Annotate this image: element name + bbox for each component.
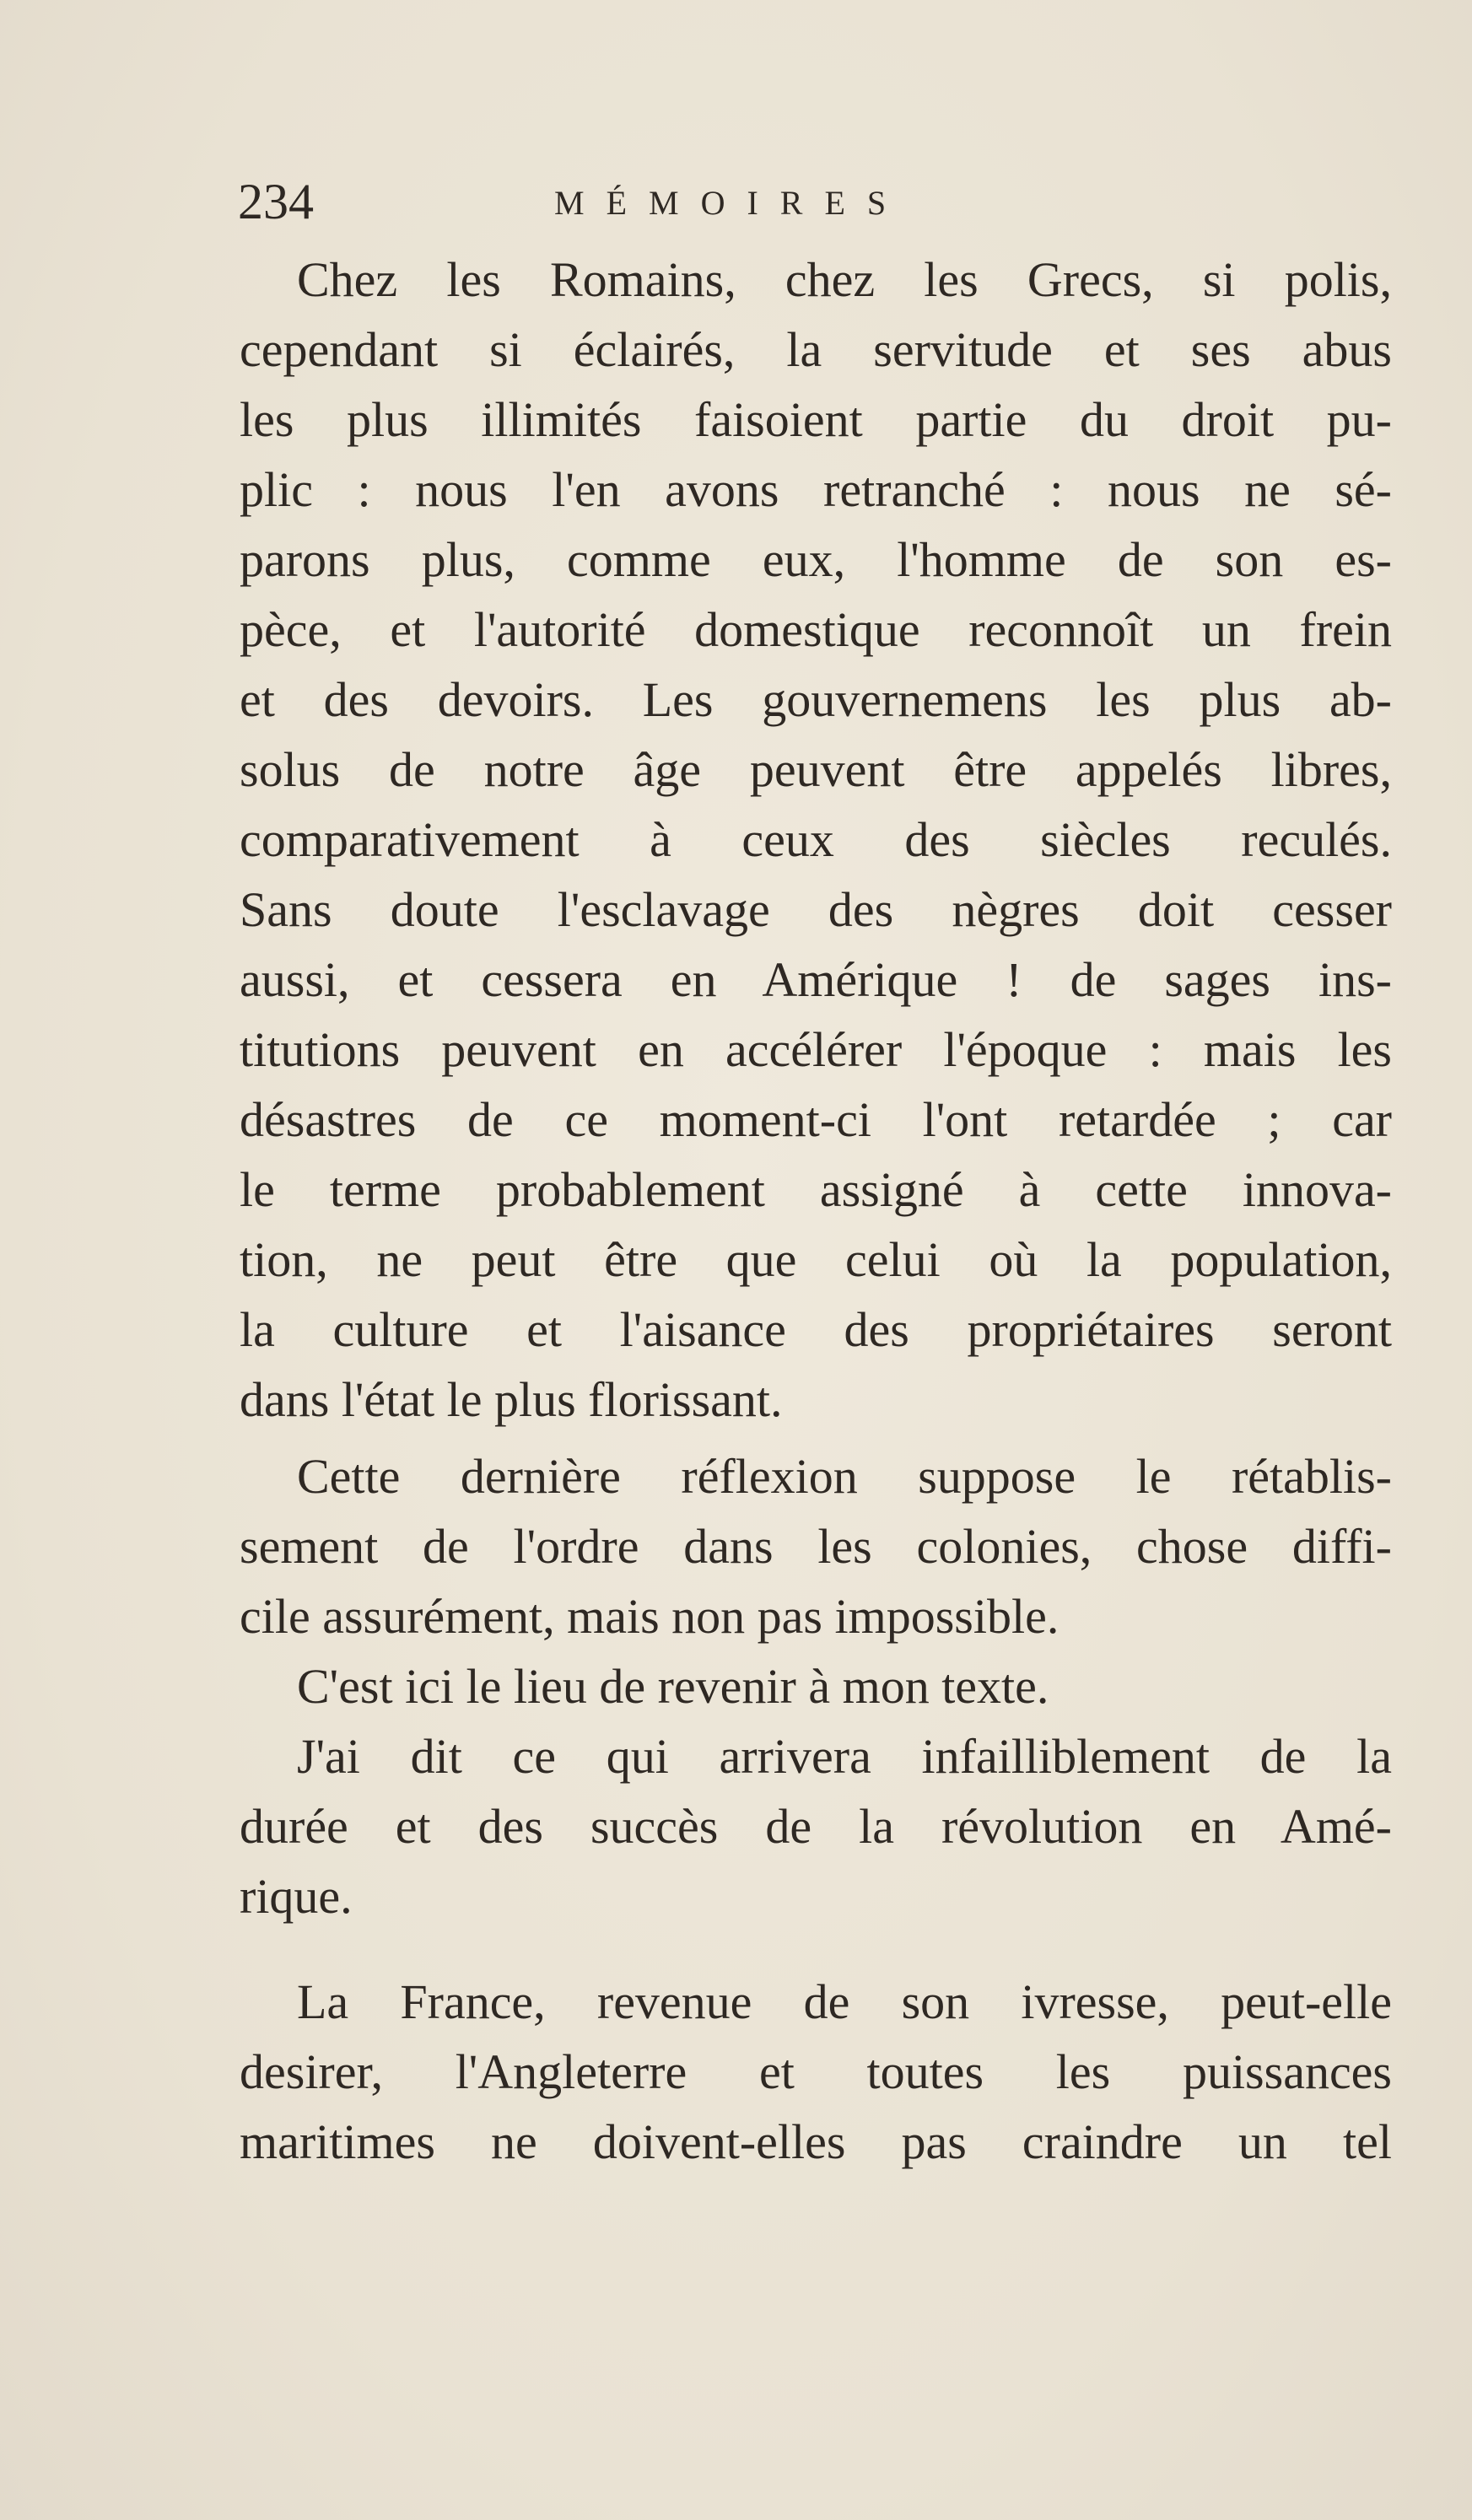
text-line: Chez les Romains, chez les Grecs, si polis,	[297, 252, 1392, 307]
text-line: desirer, l'Angleterre et toutes les puissances	[240, 2044, 1392, 2099]
text-line: C'est ici le lieu de revenir à mon texte.	[297, 1659, 1049, 1714]
text-line: durée et des succès de la révolution en Amé-	[240, 1799, 1392, 1854]
paragraph	[240, 245, 1392, 1435]
text-line: tion, ne peut être que celui où la population,	[240, 1232, 1392, 1287]
text-line: sement de l'ordre dans les colonies, chose diffi-	[240, 1519, 1392, 1574]
text-line: La France, revenue de son ivresse, peut-elle	[297, 1974, 1392, 2029]
text-line: cile assurément, mais non pas impossible.	[240, 1589, 1060, 1644]
paragraph	[240, 1441, 1392, 1651]
text-line: Cette dernière réflexion suppose le rétablis-	[297, 1449, 1392, 1504]
text-line: aussi, et cessera en Amérique ! de sages ins-	[240, 952, 1392, 1007]
text-line: parons plus, comme eux, l'homme de son es-	[240, 532, 1392, 587]
text-line: J'ai dit ce qui arrivera infailliblement de la	[297, 1729, 1392, 1784]
text-line: la culture et l'aisance des propriétaires seront	[240, 1302, 1392, 1357]
text-line: plic : nous l'en avons retranché : nous ne sé-	[240, 462, 1392, 517]
text-line: les plus illimités faisoient partie du droit pu-	[240, 392, 1392, 447]
paragraph	[240, 1721, 1392, 1931]
page-body-text	[240, 245, 1392, 2177]
text-line: rique.	[240, 1869, 353, 1924]
page-number: 234	[238, 174, 314, 229]
text-line: et des devoirs. Les gouvernemens les plus ab-	[240, 672, 1392, 727]
text-line: désastres de ce moment-ci l'ont retardée ; car	[240, 1092, 1392, 1147]
paragraph	[240, 1967, 1392, 2177]
text-line: cependant si éclairés, la servitude et ses abus	[240, 322, 1392, 377]
text-line: le terme probablement assigné à cette innova-	[240, 1162, 1392, 1217]
paragraph	[240, 1651, 1392, 1721]
page-header	[238, 173, 1394, 232]
running-title: MÉMOIRES	[554, 184, 909, 222]
text-line: titutions peuvent en accélérer l'époque : mais les	[240, 1022, 1392, 1077]
text-line: dans l'état le plus florissant.	[240, 1372, 783, 1427]
text-line: pèce, et l'autorité domestique reconnoît un frein	[240, 602, 1392, 657]
text-line: comparativement à ceux des siècles reculés.	[240, 812, 1392, 867]
text-line: solus de notre âge peuvent être appelés libres,	[240, 742, 1392, 797]
text-line: maritimes ne doivent-elles pas craindre un tel	[240, 2114, 1392, 2169]
text-line: Sans doute l'esclavage des nègres doit cesser	[240, 882, 1392, 937]
